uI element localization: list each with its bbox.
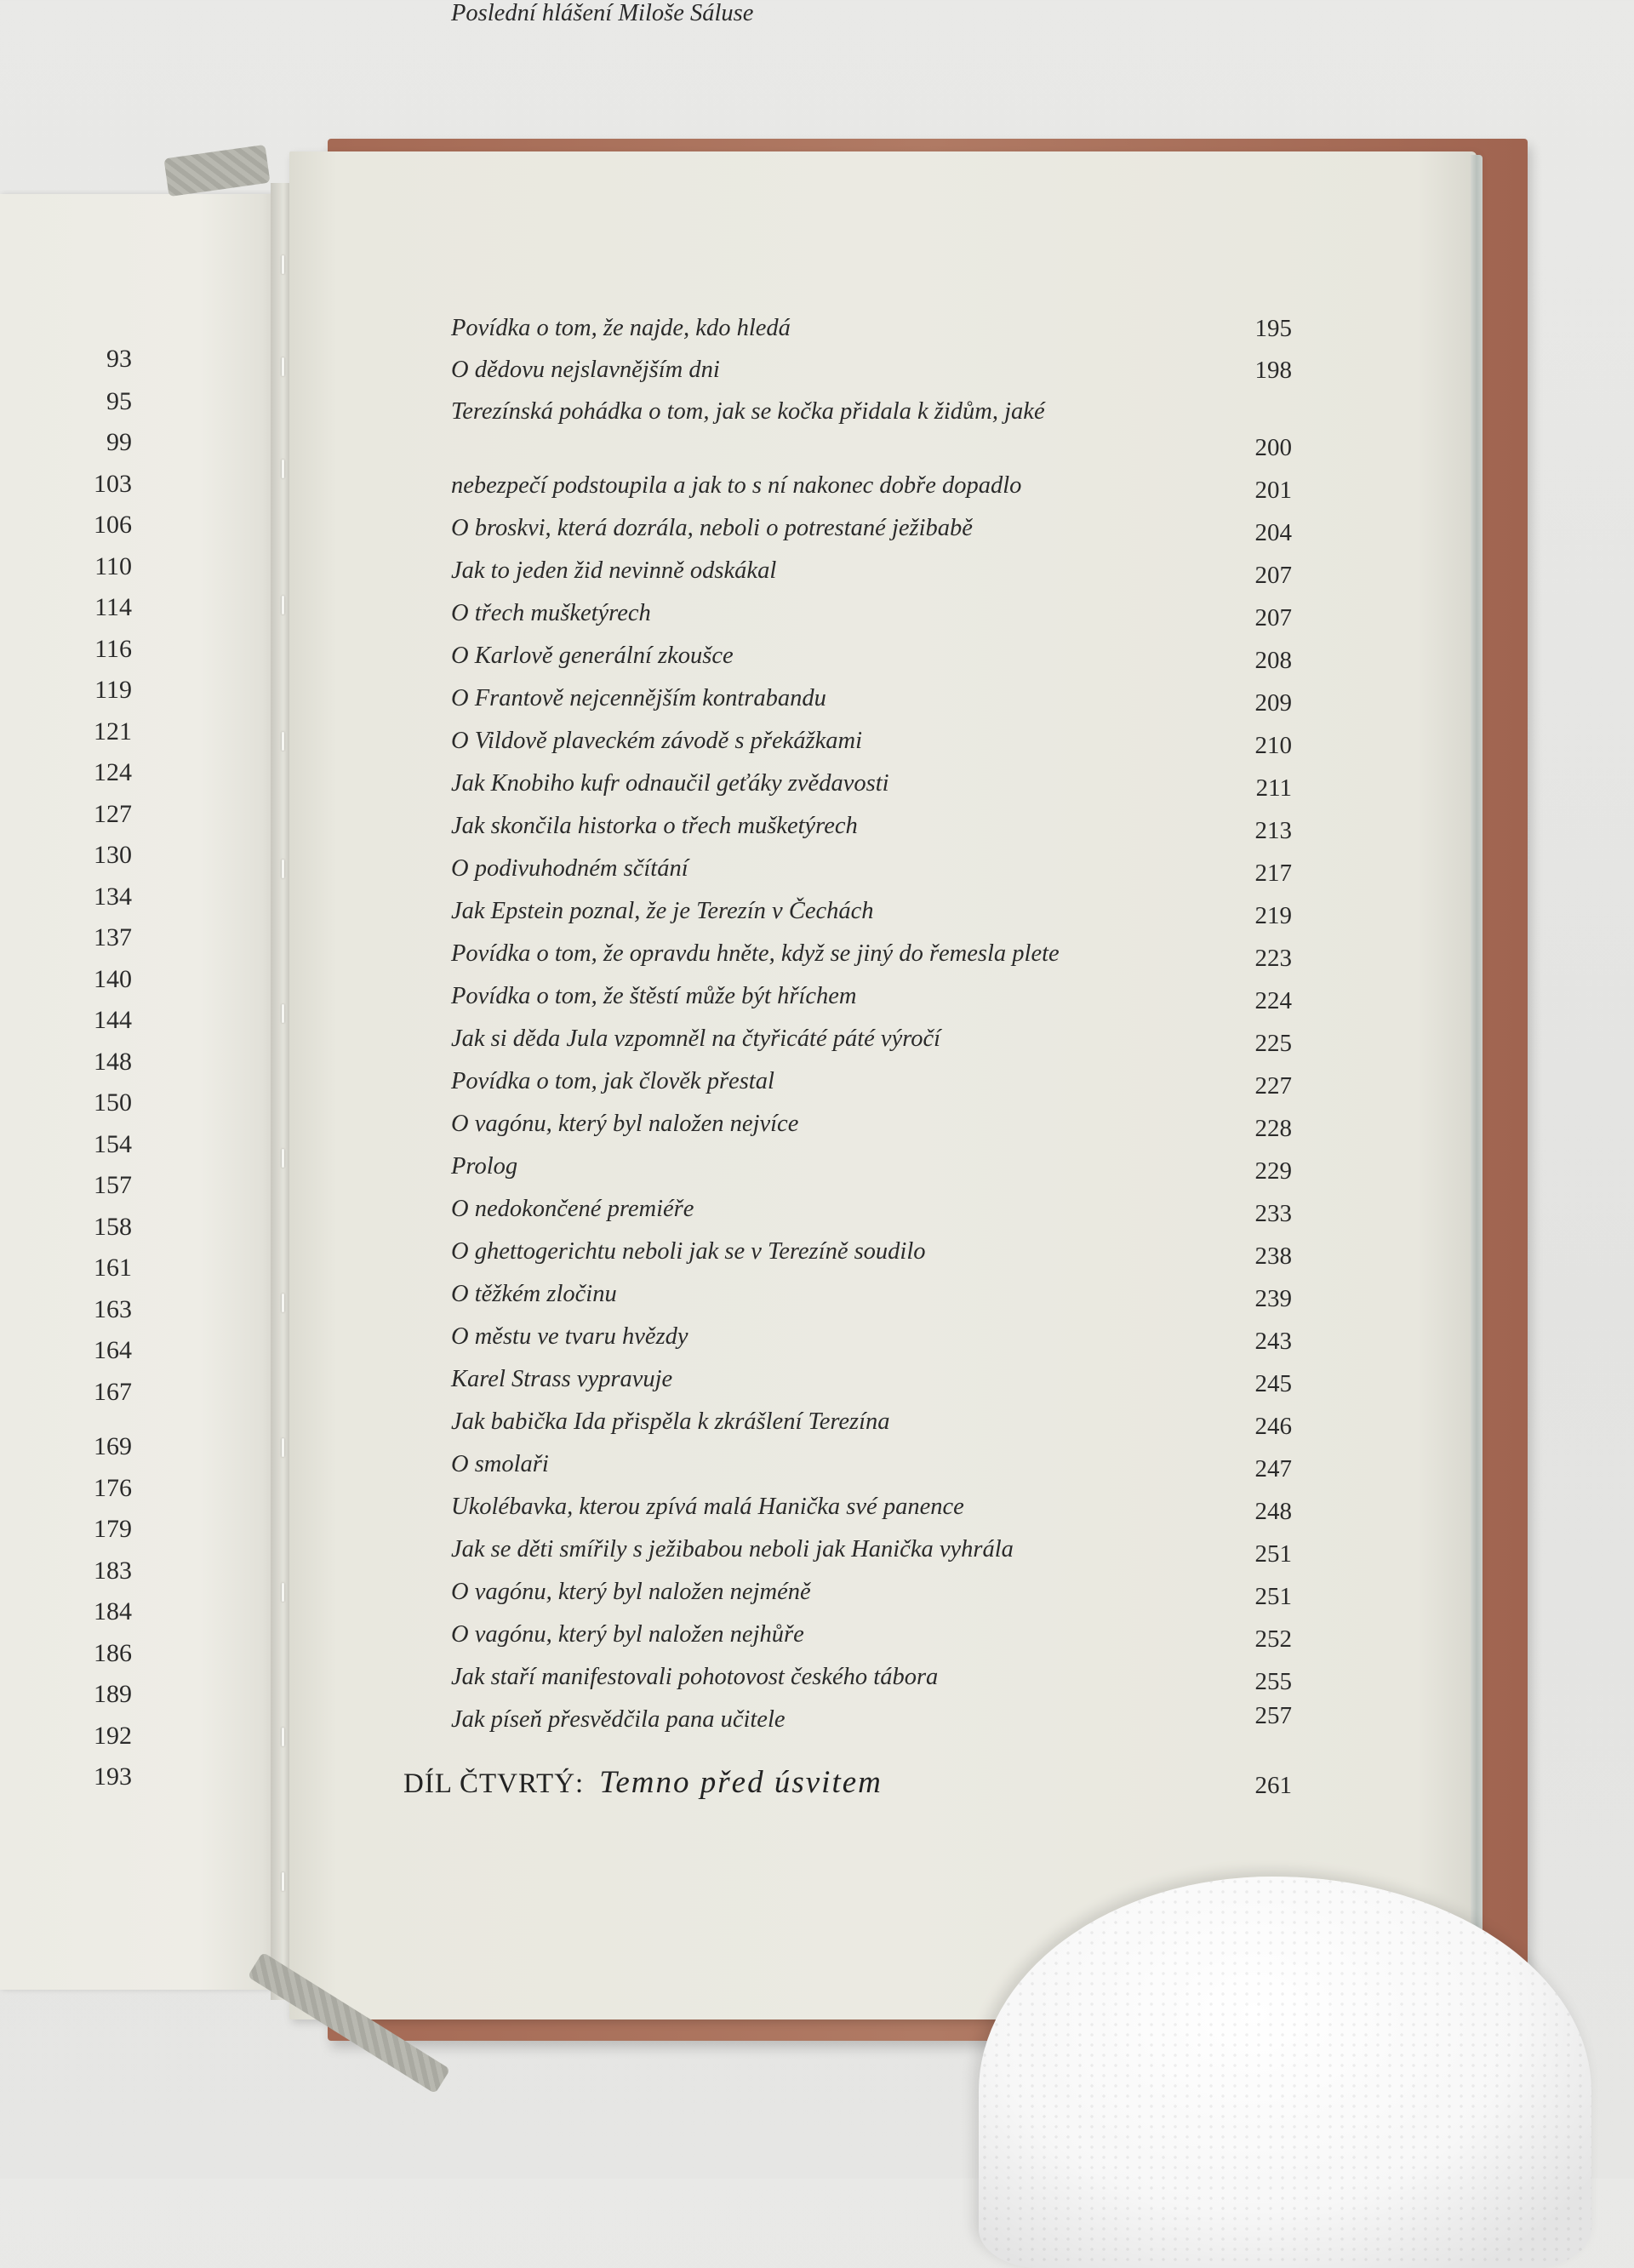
toc-entry-title: O podivuhodném sčítání [451, 855, 688, 882]
toc-entry-title: O třech mušketýrech [451, 600, 651, 626]
toc-entry-title: O nedokončené premiéře [451, 1196, 694, 1222]
left-page-number: 157 [94, 1171, 132, 1199]
toc-entry-page: 248 [1254, 1498, 1292, 1525]
toc-entry-page: 209 [1254, 689, 1292, 717]
left-page-number: 167 [94, 1378, 132, 1406]
toc-entry-title: O vagónu, který byl naložen nejhůře [451, 1621, 804, 1648]
toc-entry-page: 245 [1254, 1370, 1292, 1397]
left-page-number: 130 [94, 841, 132, 869]
toc-entry-title: Jak staří manifestovali pohotovost českého tábora [451, 1664, 939, 1690]
toc-entry-title: Prolog [451, 1153, 518, 1180]
toc-entry-page: 229 [1254, 1157, 1292, 1185]
left-page-number: 116 [94, 635, 132, 663]
left-page-number: 124 [94, 758, 132, 786]
toc-entry-page: 257 [1254, 1702, 1292, 1729]
left-page-number: 119 [94, 676, 132, 704]
toc-entry-title: O dědovu nejslavnějším dni [451, 357, 720, 383]
left-page-number: 121 [94, 717, 132, 746]
toc-entry-page: 219 [1254, 902, 1292, 929]
left-page-number: 137 [94, 923, 132, 951]
toc-entry-page: 207 [1254, 562, 1292, 589]
left-page-number: 154 [94, 1130, 132, 1158]
toc-entry-title: O Vildově plaveckém závodě s překážkami [451, 728, 862, 754]
toc-entry-page: 201 [1254, 477, 1292, 504]
toc-entry-title: Povídka o tom, jak člověk přestal [451, 1068, 774, 1094]
left-page-number: 163 [94, 1295, 132, 1323]
left-page-number: 99 [106, 428, 132, 456]
toc-entry-title: Jak skončila historka o třech mušketýrech [451, 813, 858, 839]
toc-entry-title: Ukolébavka, kterou zpívá malá Hanička své panence [451, 1494, 964, 1520]
left-page-number: 183 [94, 1557, 132, 1585]
left-page-number: 161 [94, 1254, 132, 1282]
toc-entry-page: 207 [1254, 604, 1292, 631]
left-page-number: 106 [94, 511, 132, 539]
part-page-number: 261 [1254, 1772, 1292, 1799]
left-page-number: 140 [94, 965, 132, 993]
toc-entry-page: 213 [1254, 817, 1292, 844]
toc-entry-title: O městu ve tvaru hvězdy [451, 1323, 688, 1350]
part-heading [403, 1764, 883, 1801]
toc-entry-page: 195 [1254, 315, 1292, 342]
left-page-number: 114 [94, 593, 132, 621]
toc-entry-title: O broskvi, která dozrála, neboli o potrestané ježibabě [451, 515, 973, 541]
toc-entry-page: 247 [1254, 1455, 1292, 1482]
toc-entry-page: 243 [1254, 1328, 1292, 1355]
toc-entry-page: 251 [1254, 1540, 1292, 1568]
toc-entry-page: 211 [1255, 774, 1292, 802]
left-page-number: 103 [94, 470, 132, 498]
left-page-number: 169 [94, 1432, 132, 1460]
toc-entry-title: O vagónu, který byl naložen nejméně [451, 1579, 811, 1605]
toc-entry-title: Povídka o tom, že opravdu hněte, když se jiný do řemesla plete [451, 940, 1060, 967]
toc-entry-title: Jak Knobiho kufr odnaučil geťáky zvědavosti [451, 770, 889, 797]
left-page-number: 192 [94, 1722, 132, 1750]
left-page-number: 95 [106, 387, 132, 415]
left-page-number: 144 [94, 1006, 132, 1034]
toc-entry-page: 227 [1254, 1072, 1292, 1100]
toc-entry-title: O Karlově generální zkoušce [451, 643, 734, 669]
toc-entry-title: Jak si děda Jula vzpomněl na čtyřicáté páté výročí [451, 1025, 941, 1052]
toc-entry-page: 255 [1254, 1668, 1292, 1695]
toc-entry-title: Jak babička Ida přispěla k zkrášlení Terezína [451, 1408, 890, 1435]
left-page-number: 164 [94, 1336, 132, 1364]
toc-entry-page: 224 [1254, 987, 1292, 1014]
toc-entry-title: Jak píseň přesvědčila pana učitele [451, 1706, 786, 1733]
toc-entry-title: O ghettogerichtu neboli jak se v Terezíně soudilo [451, 1238, 926, 1265]
toc-entry-page: 217 [1254, 860, 1292, 887]
left-page-number: 189 [94, 1680, 132, 1708]
toc-entry-page: 198 [1254, 357, 1292, 384]
toc-entry-page: 223 [1254, 945, 1292, 972]
toc-entry-page: 246 [1254, 1413, 1292, 1440]
toc-entry-title: Jak Epstein poznal, že je Terezín v Čechách [451, 898, 874, 924]
toc-entry-page: 233 [1254, 1200, 1292, 1227]
left-page-number: 93 [106, 345, 132, 373]
toc-entry-page: 200 [1254, 434, 1292, 461]
toc-entry-page: 239 [1254, 1285, 1292, 1312]
left-page-number: 148 [94, 1048, 132, 1076]
toc-entry-title: O Frantově nejcennějším kontrabandu [451, 685, 826, 711]
toc-entry-page: 225 [1254, 1030, 1292, 1057]
toc-entry-title: Jak se děti smířily s ježibabou neboli jak Hanička vyhrála [451, 1536, 1014, 1562]
toc-entry-title: Terezínská pohádka o tom, jak se kočka přidala k židům, jaké [451, 398, 1045, 425]
part-subtitle: Temno před úsvitem [599, 1765, 883, 1800]
toc-entry-page: 228 [1254, 1115, 1292, 1142]
part-label: DÍL ČTVRTÝ: [403, 1768, 585, 1799]
left-page-number: 184 [94, 1597, 132, 1625]
left-page-number: 150 [94, 1088, 132, 1117]
toc-entry-page: 251 [1254, 1583, 1292, 1610]
left-page-number: 127 [94, 800, 132, 828]
toc-entry-title: O smolaři [451, 1451, 549, 1477]
toc-entry-page: 204 [1254, 519, 1292, 546]
toc-entry-title: Karel Strass vypravuje [451, 1366, 673, 1392]
left-page-number: 186 [94, 1639, 132, 1667]
toc-entry-title: O těžkém zločinu [451, 1281, 617, 1307]
toc-entry-page: 208 [1254, 647, 1292, 674]
toc-entry-page: 210 [1254, 732, 1292, 759]
toc-entry-page: 238 [1254, 1243, 1292, 1270]
toc-entry-title: Poslední hlášení Miloše Sáluse [451, 0, 754, 26]
left-page-number: 158 [94, 1213, 132, 1241]
left-page-number: 193 [94, 1762, 132, 1791]
toc-entry-title-continued: nebezpečí podstoupila a jak to s ní nakonec dobře dopadlo [451, 472, 1022, 499]
left-page-number: 179 [94, 1515, 132, 1543]
toc-entry-title: Povídka o tom, že najde, kdo hledá [451, 315, 791, 341]
toc-entry-title: Jak to jeden žid nevinně odskákal [451, 557, 777, 584]
toc-entry-title: O vagónu, který byl naložen nejvíce [451, 1111, 799, 1137]
left-page-number: 110 [94, 552, 132, 580]
left-page-number: 134 [94, 883, 132, 911]
toc-entry-title: Povídka o tom, že štěstí může být hříchem [451, 983, 857, 1009]
left-page-number: 176 [94, 1474, 132, 1502]
toc-entry-page: 252 [1254, 1625, 1292, 1653]
